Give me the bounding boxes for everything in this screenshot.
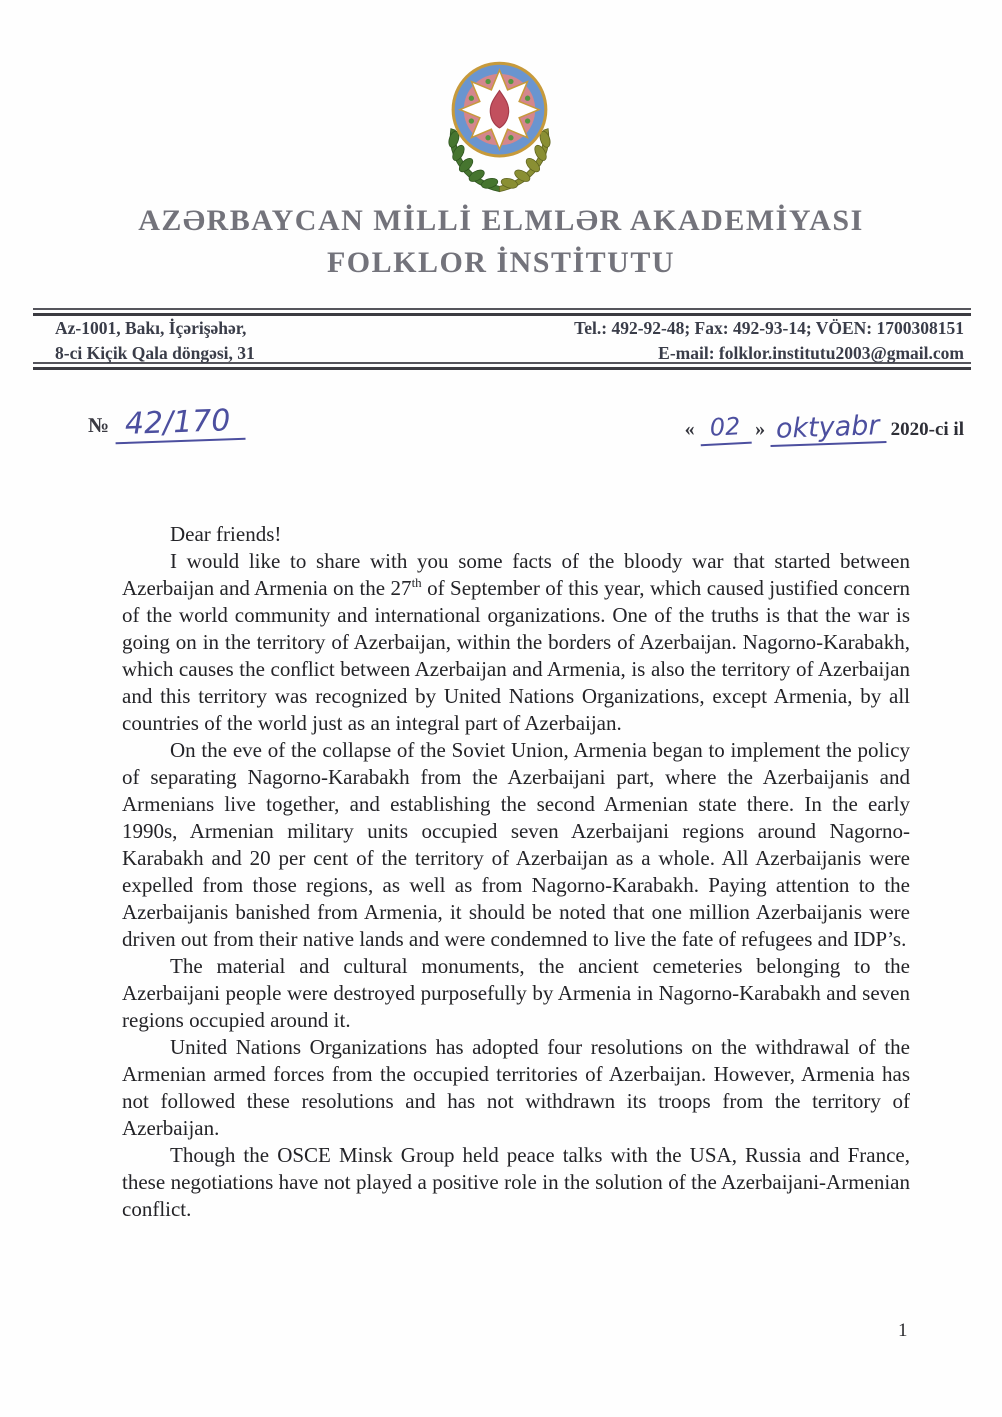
letter-date [684,410,964,445]
open-guillemet: « [684,418,695,440]
institution-name: AZƏRBAYCAN MİLLİ ELMLƏR AKADEMİYASI [138,204,864,237]
letter-body [122,521,910,1223]
paragraph-1-text-continued: of September of this year, which caused justified concern of the world community and international organizations. One of the truths is that the war is going on in the territory of Azerbaijan, within the borders of Azerbaijan. Nagorno-Karabakh, which causes the conflict between Azerbaijan and Armenia, is also the territory of Azerbaijan and this territory was recognized by United Nations Organizations, except Armenia, by all countries of the world just as an integral part of Azerbaijan. [122,576,910,735]
paragraph-1 [122,548,910,737]
paragraph-4: United Nations Organizations has adopted four resolutions on the withdrawal of the Armenian armed forces from the occupied territories of Azerbaijan. However, Armenia has not followed these resolutions and has not withdrawn its troops from the territory of Azerbaijan. [122,1035,910,1140]
letterhead-address [55,316,255,366]
paragraph-3: The material and cultural monuments, the ancient cemeteries belonging to the Azerbaijani people were destroyed purposefully by Armenia in Nagorno-Karabakh and seven regions occupied around it. [122,954,910,1032]
ordinal-superscript: th [411,575,422,590]
letterhead-contact [574,316,964,366]
paragraph-1-text: I would like to share with you some facts of the bloody war that started between Azerbaijan and Armenia on the 27 [122,549,910,600]
contact-line-1: Tel.: 492-92-48; Fax: 492-93-14; VÖEN: 1700308151 [574,318,964,338]
date-month-handwritten: oktyabr [770,412,887,447]
contact-line-2: E-mail: folklor.institutu2003@gmail.com [658,343,964,363]
address-line-1: Az-1001, Bakı, İçərişəhər, [55,318,247,338]
numero-sign: № [88,413,110,437]
letterhead-rule-top [33,308,971,316]
institute-name: FOLKLOR İNSTİTUTU [326,246,676,279]
close-guillemet: » [755,418,766,440]
reference-number-handwritten: 42/170 [115,406,246,445]
address-line-2: 8-ci Kiçik Qala döngəsi, 31 [55,343,255,363]
date-year-printed: 2020-ci il [890,419,964,440]
salutation: Dear friends! [170,522,282,546]
azerbaijan-coat-of-arms-icon [423,44,575,198]
date-day-handwritten: 02 [699,414,751,447]
paragraph-2: On the eve of the collapse of the Soviet Union, Armenia began to implement the policy of separating Nagorno-Karabakh from the Azerbaijani part, where the Azerbaijanis and Armenians live together, and establishing the second Armenian state there. In the early 1990s, Armenian military units occupied seven Azerbaijani regions around Nagorno-Karabakh and 20 per cent of the territory of Azerbaijan as a whole. All Azerbaijanis were expelled from those regions, as well as from Nagorno-Karabakh. Paying attention to the Azerbaijanis banished from Armenia, it should be noted that one million Azerbaijanis were driven out from their native lands and were condemned to live the fate of refugees and IDP’s. [122,738,910,951]
paragraph-5: Though the OSCE Minsk Group held peace talks with the USA, Russia and France, these negotiations have not played a positive role in the solution of the Azerbaijani-Armenian conflict. [122,1143,910,1221]
page-number: 1 [898,1320,908,1341]
reference-number [88,403,245,442]
